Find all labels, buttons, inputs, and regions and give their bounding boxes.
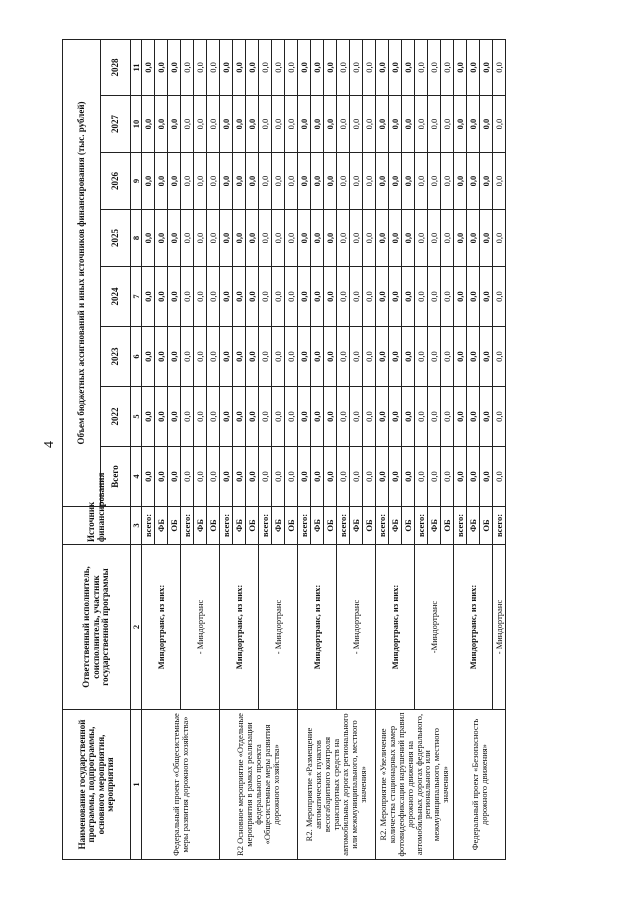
executor-cell: Миндортранс, из них: [142, 545, 181, 710]
value-cell: 0,0 [415, 153, 428, 210]
executor-cell: Миндортранс, из них: [298, 545, 337, 710]
value-cell: 0,0 [428, 153, 441, 210]
value-cell: 0,0 [324, 267, 337, 327]
value-cell: 0,0 [480, 387, 493, 447]
source-cell: всего: [493, 507, 506, 545]
value-cell: 0,0 [194, 267, 207, 327]
value-cell: 0,0 [415, 96, 428, 153]
value-cell: 0,0 [259, 447, 272, 507]
value-cell: 0,0 [376, 39, 389, 95]
value-cell: 0,0 [246, 210, 259, 267]
source-cell: всего: [376, 507, 389, 545]
value-cell: 0,0 [298, 387, 311, 447]
value-cell: 0,0 [142, 153, 155, 210]
value-cell: 0,0 [363, 210, 376, 267]
value-cell: 0,0 [415, 267, 428, 327]
value-cell: 0,0 [194, 39, 207, 95]
value-cell: 0,0 [168, 387, 181, 447]
value-cell: 0,0 [155, 387, 168, 447]
source-cell: ФБ [233, 507, 246, 545]
source-cell: всего: [298, 507, 311, 545]
value-cell: 0,0 [311, 39, 324, 95]
value-cell: 0,0 [168, 153, 181, 210]
value-cell: 0,0 [493, 267, 506, 327]
value-cell: 0,0 [272, 153, 285, 210]
value-cell: 0,0 [168, 96, 181, 153]
value-cell: 0,0 [441, 210, 454, 267]
value-cell: 0,0 [298, 210, 311, 267]
value-cell: 0,0 [207, 39, 220, 95]
source-cell: ФБ [272, 507, 285, 545]
value-cell: 0,0 [337, 387, 350, 447]
value-cell: 0,0 [220, 153, 233, 210]
value-cell: 0,0 [467, 210, 480, 267]
value-cell: 0,0 [168, 327, 181, 387]
value-cell: 0,0 [480, 210, 493, 267]
value-cell: 0,0 [454, 447, 467, 507]
value-cell: 0,0 [272, 327, 285, 387]
value-cell: 0,0 [350, 267, 363, 327]
value-cell: 0,0 [363, 153, 376, 210]
column-index: 7 [131, 267, 142, 327]
program-name-cell: R2. Мероприятие «Увеличение количества стационарных камер фотовидеофиксации нарушений правил дорожного движения на автомобильных дорогах федерального, регионального или межмуниципального, местного значения» [376, 710, 454, 860]
value-cell: 0,0 [246, 447, 259, 507]
source-cell: ФБ [194, 507, 207, 545]
value-cell: 0,0 [363, 39, 376, 95]
executor-cell: Миндортранс, из них: [454, 545, 493, 710]
source-cell: ФБ [389, 507, 402, 545]
column-index: 2 [131, 545, 142, 710]
value-cell: 0,0 [389, 39, 402, 95]
value-cell: 0,0 [441, 387, 454, 447]
value-cell: 0,0 [324, 210, 337, 267]
value-cell: 0,0 [480, 447, 493, 507]
value-cell: 0,0 [233, 39, 246, 95]
value-cell: 0,0 [480, 267, 493, 327]
value-cell: 0,0 [389, 447, 402, 507]
value-cell: 0,0 [181, 210, 194, 267]
value-cell: 0,0 [246, 327, 259, 387]
table-row [298, 39, 311, 859]
source-cell: ОБ [363, 507, 376, 545]
value-cell: 0,0 [376, 447, 389, 507]
column-index: 10 [131, 96, 142, 153]
value-cell: 0,0 [389, 153, 402, 210]
year-header: 2024 [101, 267, 131, 327]
value-cell: 0,0 [350, 39, 363, 95]
value-cell: 0,0 [246, 153, 259, 210]
value-cell: 0,0 [415, 447, 428, 507]
value-cell: 0,0 [311, 447, 324, 507]
value-cell: 0,0 [350, 327, 363, 387]
value-cell: 0,0 [493, 447, 506, 507]
value-cell: 0,0 [181, 96, 194, 153]
value-cell: 0,0 [337, 447, 350, 507]
value-cell: 0,0 [142, 327, 155, 387]
value-cell: 0,0 [155, 267, 168, 327]
value-cell: 0,0 [441, 39, 454, 95]
value-cell: 0,0 [298, 447, 311, 507]
page-number: 4 [42, 441, 57, 448]
value-cell: 0,0 [376, 210, 389, 267]
value-cell: 0,0 [428, 327, 441, 387]
value-cell: 0,0 [194, 447, 207, 507]
column-index: 3 [131, 507, 142, 545]
value-cell: 0,0 [324, 327, 337, 387]
value-cell: 0,0 [454, 153, 467, 210]
value-cell: 0,0 [246, 267, 259, 327]
value-cell: 0,0 [493, 210, 506, 267]
year-header: 2026 [101, 153, 131, 210]
column-index: 9 [131, 153, 142, 210]
value-cell: 0,0 [428, 39, 441, 95]
value-cell: 0,0 [324, 96, 337, 153]
value-cell: 0,0 [376, 267, 389, 327]
program-name-cell: Федеральный проект «Безопасность дорожного движения» [454, 710, 506, 860]
source-cell: всего: [259, 507, 272, 545]
source-cell: ФБ [311, 507, 324, 545]
value-cell: 0,0 [259, 387, 272, 447]
value-cell: 0,0 [194, 210, 207, 267]
value-cell: 0,0 [454, 210, 467, 267]
value-cell: 0,0 [155, 447, 168, 507]
value-cell: 0,0 [298, 153, 311, 210]
funding-table [62, 39, 506, 860]
value-cell: 0,0 [181, 153, 194, 210]
value-cell: 0,0 [168, 267, 181, 327]
value-cell: 0,0 [168, 39, 181, 95]
value-cell: 0,0 [337, 267, 350, 327]
source-cell: ФБ [155, 507, 168, 545]
value-cell: 0,0 [480, 327, 493, 387]
source-cell: ОБ [168, 507, 181, 545]
value-cell: 0,0 [467, 96, 480, 153]
value-cell: 0,0 [285, 387, 298, 447]
year-header: 2022 [101, 387, 131, 447]
value-cell: 0,0 [181, 387, 194, 447]
value-cell: 0,0 [220, 267, 233, 327]
year-header: 2025 [101, 210, 131, 267]
value-cell: 0,0 [272, 39, 285, 95]
year-header: 2027 [101, 96, 131, 153]
value-cell: 0,0 [207, 210, 220, 267]
value-cell: 0,0 [402, 96, 415, 153]
value-cell: 0,0 [415, 210, 428, 267]
value-cell: 0,0 [454, 267, 467, 327]
value-cell: 0,0 [298, 327, 311, 387]
value-cell: 0,0 [402, 210, 415, 267]
value-cell: 0,0 [181, 39, 194, 95]
year-header: 2023 [101, 327, 131, 387]
value-cell: 0,0 [298, 39, 311, 95]
value-cell: 0,0 [311, 153, 324, 210]
value-cell: 0,0 [181, 447, 194, 507]
value-cell: 0,0 [298, 267, 311, 327]
value-cell: 0,0 [428, 387, 441, 447]
program-name-cell: Федеральный проект «Общесистемные меры развития дорожного хозяйства» [142, 710, 220, 860]
value-cell: 0,0 [272, 267, 285, 327]
table-row [220, 39, 233, 859]
value-cell: 0,0 [311, 387, 324, 447]
value-cell: 0,0 [259, 327, 272, 387]
value-cell: 0,0 [142, 96, 155, 153]
source-cell: ОБ [285, 507, 298, 545]
source-cell: ОБ [480, 507, 493, 545]
value-cell: 0,0 [493, 96, 506, 153]
value-cell: 0,0 [207, 96, 220, 153]
value-cell: 0,0 [233, 387, 246, 447]
source-cell: всего: [415, 507, 428, 545]
value-cell: 0,0 [402, 327, 415, 387]
value-cell: 0,0 [155, 96, 168, 153]
source-cell: всего: [181, 507, 194, 545]
value-cell: 0,0 [376, 96, 389, 153]
col-header-name: Наименование государственной программы, подпрограммы, основного мероприятия, мероприятия [63, 710, 131, 860]
value-cell: 0,0 [181, 327, 194, 387]
value-cell: 0,0 [389, 210, 402, 267]
value-cell: 0,0 [428, 210, 441, 267]
value-cell: 0,0 [259, 96, 272, 153]
value-cell: 0,0 [272, 210, 285, 267]
value-cell: 0,0 [155, 210, 168, 267]
value-cell: 0,0 [207, 387, 220, 447]
value-cell: 0,0 [233, 96, 246, 153]
column-index: 6 [131, 327, 142, 387]
source-cell: всего: [337, 507, 350, 545]
value-cell: 0,0 [324, 447, 337, 507]
value-cell: 0,0 [337, 39, 350, 95]
column-index: 5 [131, 387, 142, 447]
value-cell: 0,0 [285, 96, 298, 153]
value-cell: 0,0 [376, 327, 389, 387]
value-cell: 0,0 [454, 96, 467, 153]
value-cell: 0,0 [376, 387, 389, 447]
value-cell: 0,0 [324, 153, 337, 210]
year-header: 2028 [101, 39, 131, 95]
source-cell: ФБ [467, 507, 480, 545]
value-cell: 0,0 [272, 447, 285, 507]
value-cell: 0,0 [272, 96, 285, 153]
value-cell: 0,0 [415, 387, 428, 447]
value-cell: 0,0 [493, 327, 506, 387]
value-cell: 0,0 [233, 153, 246, 210]
value-cell: 0,0 [389, 327, 402, 387]
value-cell: 0,0 [194, 153, 207, 210]
value-cell: 0,0 [493, 153, 506, 210]
value-cell: 0,0 [493, 39, 506, 95]
value-cell: 0,0 [233, 267, 246, 327]
value-cell: 0,0 [233, 327, 246, 387]
value-cell: 0,0 [480, 39, 493, 95]
value-cell: 0,0 [259, 267, 272, 327]
executor-cell: Миндортранс, из них: [220, 545, 259, 710]
value-cell: 0,0 [207, 327, 220, 387]
value-cell: 0,0 [337, 153, 350, 210]
value-cell: 0,0 [142, 267, 155, 327]
value-cell: 0,0 [467, 327, 480, 387]
executor-cell: - Миндортранс [493, 545, 506, 710]
value-cell: 0,0 [259, 39, 272, 95]
value-cell: 0,0 [480, 96, 493, 153]
value-cell: 0,0 [168, 447, 181, 507]
value-cell: 0,0 [350, 387, 363, 447]
value-cell: 0,0 [207, 267, 220, 327]
value-cell: 0,0 [220, 327, 233, 387]
value-cell: 0,0 [194, 387, 207, 447]
program-name-cell: R2 Основное мероприятие «Отдельные мероприятия в рамках реализации федерального проекта «Общесистемные меры развития дорожного хозяйства» [220, 710, 298, 860]
value-cell: 0,0 [259, 153, 272, 210]
value-cell: 0,0 [350, 210, 363, 267]
value-cell: 0,0 [441, 153, 454, 210]
source-cell: ОБ [441, 507, 454, 545]
value-cell: 0,0 [155, 327, 168, 387]
value-cell: 0,0 [324, 387, 337, 447]
table-row [142, 39, 155, 859]
value-cell: 0,0 [155, 39, 168, 95]
value-cell: 0,0 [441, 327, 454, 387]
value-cell: 0,0 [402, 39, 415, 95]
value-cell: 0,0 [155, 153, 168, 210]
value-cell: 0,0 [337, 210, 350, 267]
value-cell: 0,0 [363, 447, 376, 507]
value-cell: 0,0 [142, 447, 155, 507]
source-cell: ФБ [428, 507, 441, 545]
value-cell: 0,0 [454, 327, 467, 387]
value-cell: 0,0 [350, 447, 363, 507]
source-cell: ОБ [207, 507, 220, 545]
value-cell: 0,0 [311, 96, 324, 153]
value-cell: 0,0 [142, 39, 155, 95]
value-cell: 0,0 [233, 447, 246, 507]
value-cell: 0,0 [246, 387, 259, 447]
value-cell: 0,0 [311, 327, 324, 387]
value-cell: 0,0 [428, 267, 441, 327]
value-cell: 0,0 [454, 387, 467, 447]
executor-cell: -Миндортранс [415, 545, 454, 710]
value-cell: 0,0 [402, 153, 415, 210]
value-cell: 0,0 [467, 267, 480, 327]
source-cell: всего: [220, 507, 233, 545]
executor-cell: - Миндортранс [181, 545, 220, 710]
value-cell: 0,0 [363, 387, 376, 447]
col-header-source: Источник финансирования [63, 507, 131, 545]
table-row [376, 39, 389, 859]
value-cell: 0,0 [337, 327, 350, 387]
value-cell: 0,0 [181, 267, 194, 327]
value-cell: 0,0 [415, 39, 428, 95]
value-cell: 0,0 [220, 96, 233, 153]
value-cell: 0,0 [467, 447, 480, 507]
value-cell: 0,0 [194, 327, 207, 387]
value-cell: 0,0 [168, 210, 181, 267]
source-cell: всего: [454, 507, 467, 545]
value-cell: 0,0 [337, 96, 350, 153]
value-cell: 0,0 [285, 267, 298, 327]
value-cell: 0,0 [220, 210, 233, 267]
value-cell: 0,0 [324, 39, 337, 95]
value-cell: 0,0 [441, 96, 454, 153]
column-index: 4 [131, 447, 142, 507]
source-cell: ФБ [350, 507, 363, 545]
value-cell: 0,0 [389, 267, 402, 327]
value-cell: 0,0 [428, 96, 441, 153]
value-cell: 0,0 [298, 96, 311, 153]
value-cell: 0,0 [480, 153, 493, 210]
col-header-executor: Ответственный исполнитель, соисполнитель, участник государственной программы [63, 545, 131, 710]
value-cell: 0,0 [376, 153, 389, 210]
table-row [454, 39, 467, 859]
value-cell: 0,0 [220, 39, 233, 95]
value-cell: 0,0 [415, 327, 428, 387]
value-cell: 0,0 [389, 96, 402, 153]
value-cell: 0,0 [142, 387, 155, 447]
program-name-cell: R2. Мероприятие «Размещение автоматических пунктов весогабаритного контроля транспортных средств на автомобильных дорогах регионального или межмуниципального, местного значения» [298, 710, 376, 860]
source-cell: ОБ [402, 507, 415, 545]
source-cell: ОБ [324, 507, 337, 545]
rotated-table-container [62, 40, 572, 860]
value-cell: 0,0 [350, 153, 363, 210]
column-index: 1 [131, 710, 142, 860]
executor-cell: - Миндортранс [259, 545, 298, 710]
value-cell: 0,0 [350, 96, 363, 153]
value-cell: 0,0 [246, 96, 259, 153]
value-cell: 0,0 [207, 447, 220, 507]
value-cell: 0,0 [363, 327, 376, 387]
col-header-funding: Объем бюджетных ассигнований и иных источников финансирования (тыс. рублей) [63, 39, 101, 506]
value-cell: 0,0 [402, 387, 415, 447]
value-cell: 0,0 [272, 387, 285, 447]
executor-cell: - Миндортранс [337, 545, 376, 710]
value-cell: 0,0 [454, 39, 467, 95]
value-cell: 0,0 [285, 210, 298, 267]
value-cell: 0,0 [467, 387, 480, 447]
value-cell: 0,0 [389, 387, 402, 447]
value-cell: 0,0 [285, 39, 298, 95]
value-cell: 0,0 [311, 267, 324, 327]
executor-cell: Миндортранс, из них: [376, 545, 415, 710]
column-index: 8 [131, 210, 142, 267]
value-cell: 0,0 [194, 96, 207, 153]
value-cell: 0,0 [233, 210, 246, 267]
year-header: Всего [101, 447, 131, 507]
value-cell: 0,0 [441, 267, 454, 327]
value-cell: 0,0 [428, 447, 441, 507]
source-cell: ОБ [246, 507, 259, 545]
value-cell: 0,0 [363, 267, 376, 327]
value-cell: 0,0 [285, 447, 298, 507]
value-cell: 0,0 [441, 447, 454, 507]
value-cell: 0,0 [402, 267, 415, 327]
value-cell: 0,0 [311, 210, 324, 267]
value-cell: 0,0 [285, 153, 298, 210]
value-cell: 0,0 [259, 210, 272, 267]
value-cell: 0,0 [246, 39, 259, 95]
value-cell: 0,0 [220, 387, 233, 447]
value-cell: 0,0 [467, 153, 480, 210]
value-cell: 0,0 [402, 447, 415, 507]
value-cell: 0,0 [467, 39, 480, 95]
column-index: 11 [131, 39, 142, 95]
value-cell: 0,0 [285, 327, 298, 387]
value-cell: 0,0 [207, 153, 220, 210]
value-cell: 0,0 [493, 387, 506, 447]
source-cell: всего: [142, 507, 155, 545]
value-cell: 0,0 [220, 447, 233, 507]
value-cell: 0,0 [363, 96, 376, 153]
value-cell: 0,0 [142, 210, 155, 267]
